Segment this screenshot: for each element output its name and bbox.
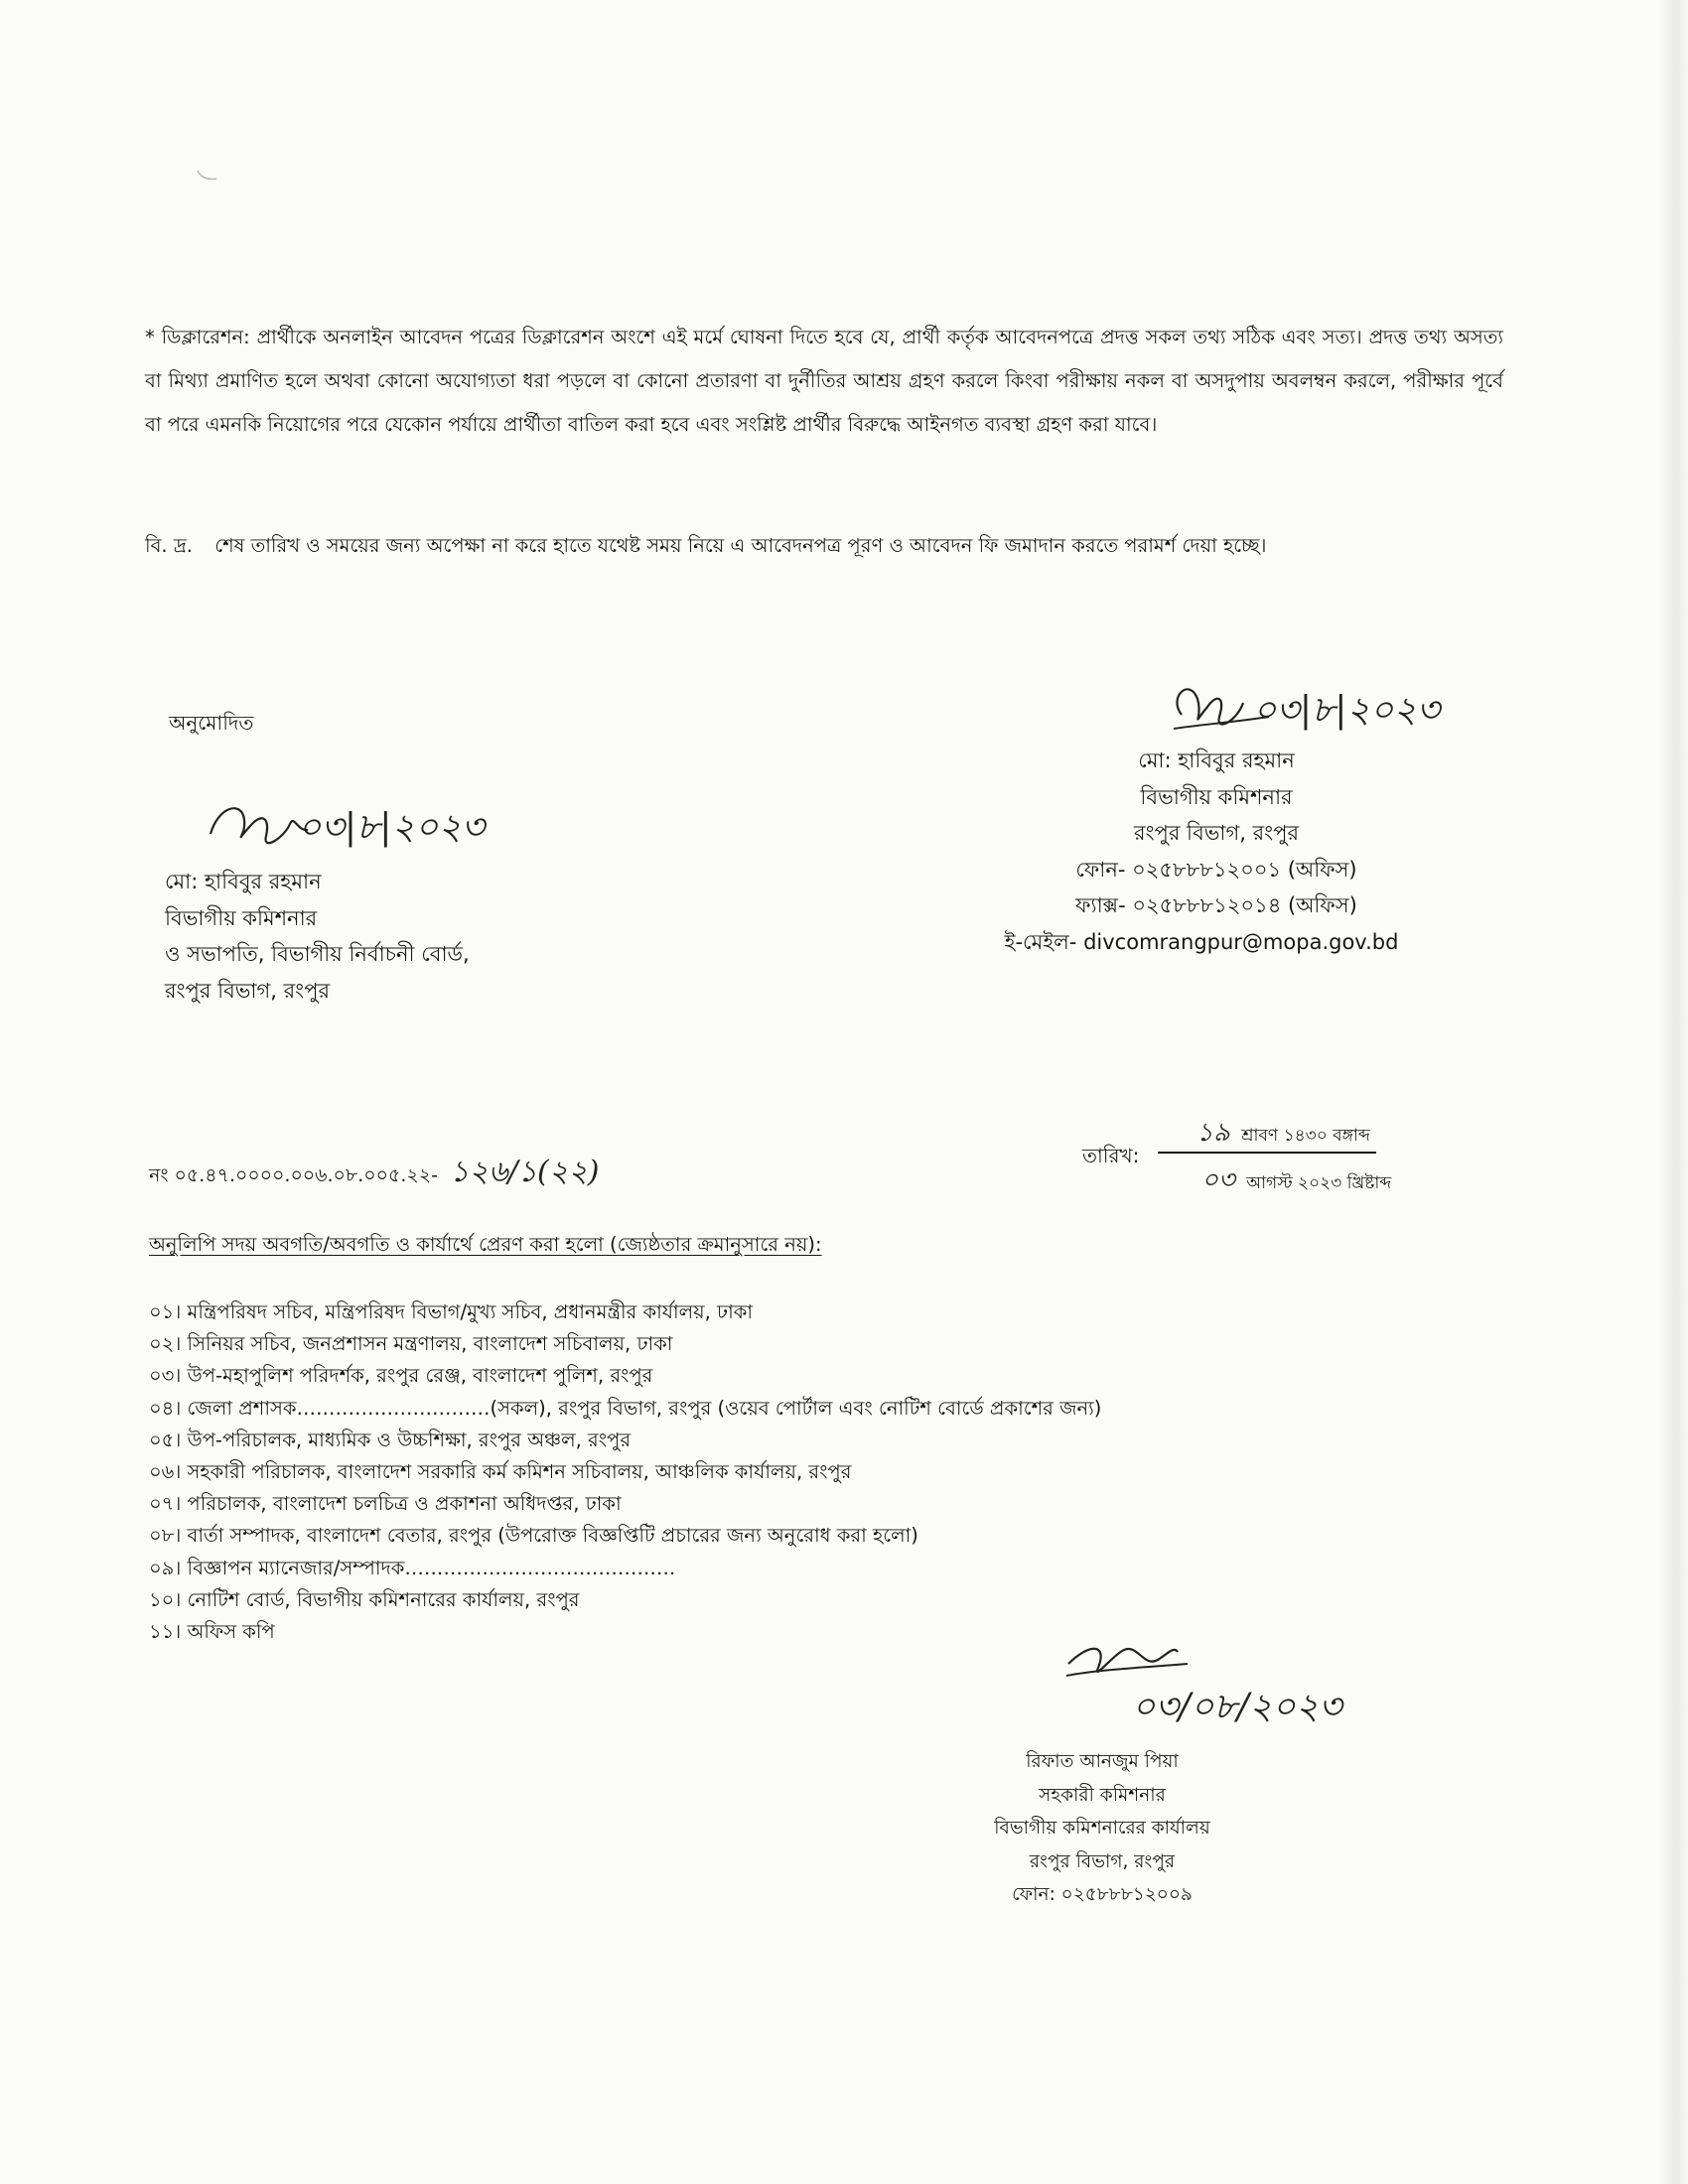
english-date-rest: আগস্ট ২০২৩ খ্রিষ্টাব্দ — [1246, 1173, 1392, 1193]
copy-list — [149, 1297, 1101, 1648]
left-signatory-block — [165, 864, 470, 1009]
bottom-signatory-line: রিফাত আনজুম পিয়া — [1026, 1751, 1179, 1772]
right-signatory-phone: ফোন- ০২৫৮৮৮১২০০১ (অফিস) — [1075, 857, 1357, 882]
left-signatory-line: মো: হাবিবুর রহমান — [165, 870, 322, 893]
date-divider — [1158, 1152, 1376, 1154]
note-text: শেষ তারিখ ও সময়ের জন্য অপেক্ষা না করে হাতে যথেষ্ট সময় নিয়ে এ আবেদনপত্র পূরণ ও আবেদন ফি জমাদান করতে পরামর্শ দেয়া হচ্ছে। — [214, 534, 1267, 557]
bottom-signatory-line: ফোন: ০২৫৮৮৮১২০০৯ — [1012, 1884, 1193, 1905]
english-date-day: ০৩ — [1201, 1165, 1235, 1195]
date-label: তারিখ: — [1082, 1144, 1140, 1167]
page-edge-shadow — [1658, 0, 1688, 2184]
list-item: ০৬। সহকারী পরিচালক, বাংলাদেশ সরকারি কর্ম কমিশন সচিবালয়, আঞ্চলিক কার্যালয়, রংপুর — [149, 1459, 852, 1483]
right-signature-date: ০৩|৮|২০২৩ — [1253, 690, 1441, 731]
list-item: ০২। সিনিয়র সচিব, জনপ্রশাসন মন্ত্রণালয়, বাংলাদেশ সচিবালয়, ঢাকা — [149, 1332, 673, 1356]
left-signatory-line: ও সভাপতি, বিভাগীয় নির্বাচনী বোর্ড, — [165, 942, 470, 966]
right-signatory-email-line — [953, 924, 1450, 961]
email-label: ই-মেইল- — [1004, 929, 1077, 954]
right-signatory-fax: ফ্যাক্স- ০২৫৮৮৮১২০১৪ (অফিস) — [1075, 893, 1357, 917]
list-item: ০৪। জেলা প্রশাসক…………………………(সকল), রংপুর বিভাগ, রংপুর (ওয়েব পোর্টাল এবং নোটিশ বোর্ডে প্রকাশের জন্য) — [149, 1396, 1102, 1420]
list-item: ০৯। বিজ্ঞাপন ম্যানেজার/সম্পাদক…………………………………… — [149, 1556, 676, 1579]
bangla-date-rest: শ্রাবণ ১৪৩০ বঙ্গাব্দ — [1241, 1126, 1370, 1146]
list-item: ০১। মন্ত্রিপরিষদ সচিব, মন্ত্রিপরিষদ বিভাগ/মুখ্য সচিব, প্রধানমন্ত্রীর কার্যালয়, ঢাকা — [149, 1300, 754, 1323]
right-signatory-block — [983, 743, 1450, 960]
list-item: ১১। অফিস কপি — [149, 1619, 275, 1643]
declaration-paragraph: * ডিক্লারেশন: প্রার্থীকে অনলাইন আবেদন পত্রের ডিক্লারেশন অংশে এই মর্মে ঘোষনা দিতে হবে যে, প্রার্থী কর্তৃক আবেদনপত্রে প্রদত্ত সকল তথ্য সঠিক এবং সত্য। প্রদত্ত তথ্য অসত্য বা মিথ্যা প্রমাণিত হলে অথবা কোনো অযোগ্যতা ধরা পড়লে বা কোনো প্রতারণা বা দুর্নীতির আশ্রয় গ্রহণ করলে কিংবা পরীক্ষায় নকল বা অসদুপায় অবলম্বন করলে, পরীক্ষার পূর্বে বা পরে এমনকি নিয়োগের পরে যেকোন পর্যায়ে প্রার্থীতা বাতিল করা হবে এবং সংশ্লিষ্ট প্রার্থীর বিরুদ্ধে আইনগত ব্যবস্থা গ্রহণ করা যাবে। — [145, 326, 1503, 436]
right-signatory-designation: বিভাগীয় কমিশনার — [1140, 784, 1293, 809]
memo-number-printed: নং ০৫.৪৭.০০০০.০০৬.০৮.০০৫.২২- — [149, 1164, 438, 1186]
list-item: ০৫। উপ-পরিচালক, মাধ্যমিক ও উচ্চশিক্ষা, রংপুর অঞ্চল, রংপুর — [149, 1428, 632, 1451]
list-item: ০৭। পরিচালক, বাংলাদেশ চলচিত্র ও প্রকাশনা অধিদপ্তর, ঢাকা — [149, 1492, 622, 1516]
bottom-signature-date: ০৩/০৮/২০২৩ — [1132, 1687, 1342, 1727]
right-signatory-name: মো: হাবিবুর রহমান — [1138, 749, 1295, 772]
list-item: ১০। নোটিশ বোর্ড, বিভাগীয় কমিশনারের কার্যালয়, রংপুর — [149, 1587, 580, 1611]
english-date — [1201, 1160, 1391, 1203]
bottom-signatory-block — [953, 1745, 1251, 1912]
memo-number-handwritten: ১২৬/১(২২) — [449, 1155, 600, 1189]
email-address[interactable]: divcomrangpur@mopa.gov.bd — [1083, 929, 1399, 954]
left-signatory-line: রংপুর বিভাগ, রংপুর — [165, 978, 331, 1003]
scan-speck — [195, 167, 222, 187]
note-line — [145, 532, 1267, 564]
left-signature-date: ০৩|৮|২০২৩ — [298, 807, 486, 848]
list-item: ০৮। বার্তা সম্পাদক, বাংলাদেশ বেতার, রংপুর (উপরোক্ত বিজ্ঞপ্তিটি প্রচারের জন্য অনুরোধ করা হলো) — [149, 1524, 918, 1548]
list-item: ০৩। উপ-মহাপুলিশ পরিদর্শক, রংপুর রেঞ্জ, বাংলাদেশ পুলিশ, রংপুর — [149, 1364, 653, 1388]
bangla-date — [1196, 1112, 1370, 1156]
note-label: বি. দ্র. — [145, 534, 193, 557]
bottom-signatory-line: বিভাগীয় কমিশনারের কার্যালয় — [994, 1818, 1210, 1839]
bottom-signatory-line: রংপুর বিভাগ, রংপুর — [1029, 1850, 1176, 1872]
right-signatory-office: রংপুর বিভাগ, রংপুর — [1133, 821, 1300, 845]
left-signatory-line: বিভাগীয় কমিশনার — [165, 905, 318, 930]
copy-heading: অনুলিপি সদয় অবগতি/অবগতি ও কার্যার্থে প্রেরণ করা হলো (জ্যেষ্ঠতার ক্রমানুসারে নয়): — [149, 1233, 822, 1256]
approved-label: অনুমোদিত — [169, 711, 254, 735]
memo-number — [149, 1148, 599, 1198]
bangla-date-day: ১৯ — [1196, 1118, 1230, 1148]
bottom-signatory-line: সহকারী কমিশনার — [1039, 1784, 1166, 1806]
